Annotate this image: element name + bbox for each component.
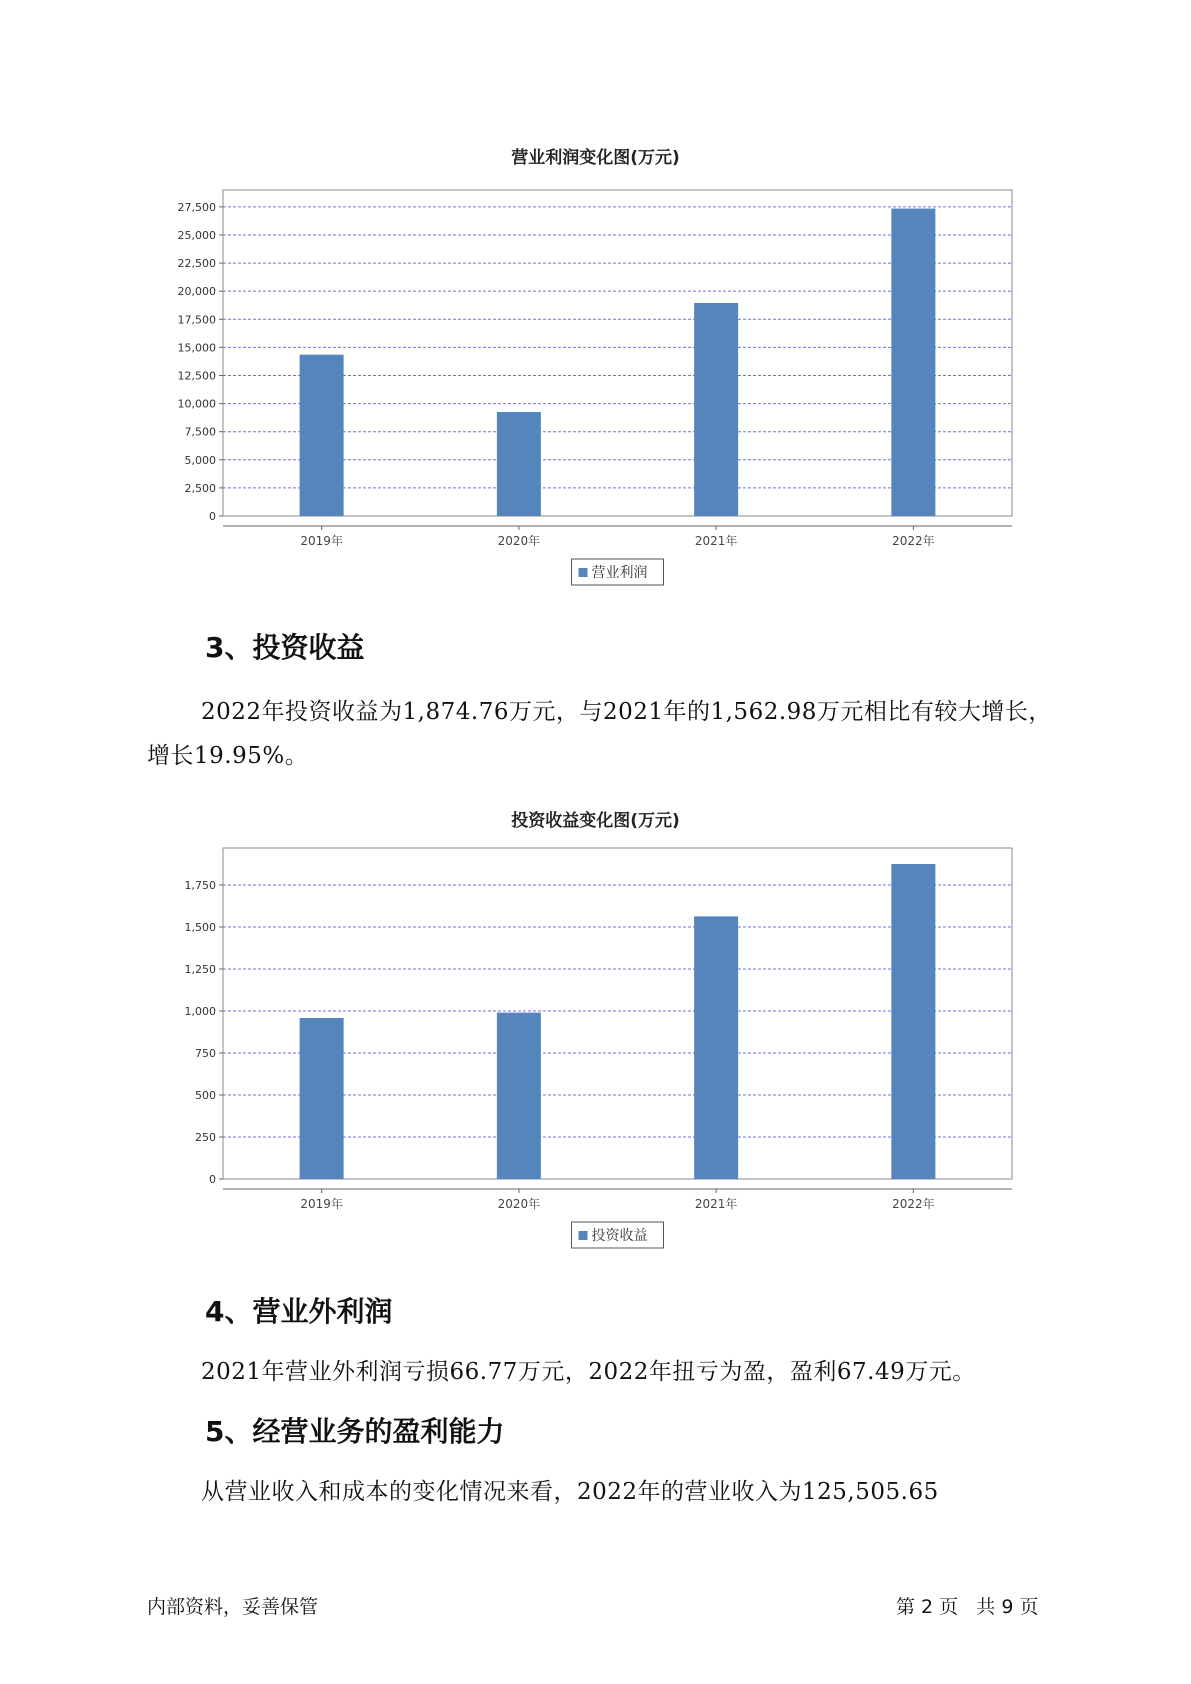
chart-title-operating-profit: 营业利润变化图(万元) xyxy=(511,148,680,168)
x-tick-label: 2022年 xyxy=(892,534,935,548)
y-tick-label: 1,500 xyxy=(184,920,216,934)
y-tick-label: 7,500 xyxy=(184,425,216,439)
chart-title-investment-income: 投资收益变化图(万元) xyxy=(511,811,680,831)
footer-page-number: 第 2 页 共 9 页 xyxy=(896,1596,1039,1618)
bar-2021年 xyxy=(694,303,738,516)
y-tick-label: 15,000 xyxy=(177,341,216,355)
y-tick-label: 2,500 xyxy=(184,481,216,495)
bar-2022年 xyxy=(891,209,935,516)
footer-confidential-note: 内部资料，妥善保管 xyxy=(147,1596,319,1618)
y-tick-label: 27,500 xyxy=(177,200,216,214)
y-tick-label: 1,000 xyxy=(184,1004,216,1018)
y-tick-label: 1,250 xyxy=(184,962,216,976)
y-tick-label: 750 xyxy=(195,1046,216,1060)
bar-2022年 xyxy=(891,864,935,1179)
bar-2019年 xyxy=(300,355,344,516)
x-tick-label: 2019年 xyxy=(300,1197,343,1211)
y-tick-label: 0 xyxy=(209,510,216,523)
y-tick-label: 25,000 xyxy=(177,228,216,242)
paragraph-profitability: 从营业收入和成本的变化情况来看，2022年的营业收入为125,505.65 xyxy=(201,1479,939,1505)
x-tick-label: 2020年 xyxy=(497,1197,541,1211)
y-tick-label: 250 xyxy=(195,1130,216,1144)
legend-label: 营业利润 xyxy=(591,565,648,581)
bar-2020年 xyxy=(497,1013,541,1179)
paragraph-non-operating-profit: 2021年营业外利润亏损66.77万元，2022年扭亏为盈，盈利67.49万元。 xyxy=(201,1359,976,1385)
x-tick-label: 2019年 xyxy=(300,534,343,548)
x-tick-label: 2020年 xyxy=(497,534,541,548)
legend-swatch xyxy=(579,1231,588,1240)
y-tick-label: 1,750 xyxy=(184,878,216,892)
paragraph-investment-income: 2022年投资收益为1,874.76万元，与2021年的1,562.98万元相比有较大增长，增长19.95%。 xyxy=(147,699,1052,769)
bar-2020年 xyxy=(497,412,541,516)
x-tick-label: 2021年 xyxy=(694,1197,738,1211)
section-heading-investment-income: 3、投资收益 xyxy=(205,631,365,664)
legend-swatch xyxy=(579,568,588,577)
y-tick-label: 20,000 xyxy=(177,285,216,299)
operating-profit-chart xyxy=(0,170,1191,590)
investment-income-chart xyxy=(0,830,1191,1250)
y-tick-label: 12,500 xyxy=(177,369,216,383)
x-tick-label: 2021年 xyxy=(694,534,738,548)
y-tick-label: 0 xyxy=(209,1173,216,1186)
bar-2019年 xyxy=(300,1018,344,1179)
y-tick-label: 5,000 xyxy=(184,453,216,467)
section-heading-non-operating-profit: 4、营业外利润 xyxy=(205,1295,393,1328)
legend-label: 投资收益 xyxy=(591,1228,648,1244)
y-tick-label: 22,500 xyxy=(177,257,216,271)
bar-2021年 xyxy=(694,916,738,1179)
y-tick-label: 500 xyxy=(195,1088,216,1102)
section-heading-profitability: 5、经营业务的盈利能力 xyxy=(205,1415,505,1448)
x-tick-label: 2022年 xyxy=(892,1197,935,1211)
y-tick-label: 17,500 xyxy=(177,313,216,327)
y-tick-label: 10,000 xyxy=(177,397,216,411)
